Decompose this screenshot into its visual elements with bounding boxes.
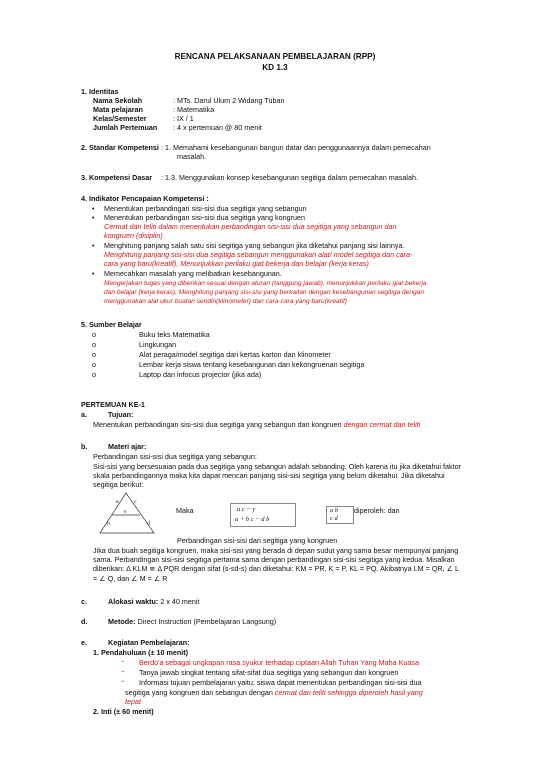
standar-kompetensi-text: : 1. Memahami kesebangunan bangun datar dan penggunaannya dalam pemecahan <box>161 143 431 152</box>
kongruen-text: sama. Perbandingan sisi-sisi segitiga pertama sama dengan perbandingan sisi-sisi segitiga yang kedua. Misalkan <box>93 555 455 564</box>
metode-label: Metode: <box>108 617 136 626</box>
indikator-note: Menghitung panjang sisi-sisi dua segitiga sebangun menggunakan alat/ model segitiga dan cara- <box>104 250 413 259</box>
kegiatan-label: Kegiatan Pembelajaran: <box>108 638 190 647</box>
indikator-item: Menghitung panjang salah satu sisi segitiga yang sebangun jika diketahui panjang sisi lainnya. <box>104 241 405 250</box>
square-bullet: ▪ <box>122 669 124 675</box>
indikator-note: Mengerjakan tugas yang diberikan sesuai dengan aturan (tanggung jawab), menunjukkan perilaku giat bekerja <box>104 280 427 287</box>
alokasi-value: 2 x 40 menit <box>158 597 200 606</box>
tujuan-text-main: Menentukan perbandingan sisi-sisi dua segitiga yang sebangun dan kongruen <box>93 420 344 429</box>
kegiatan-item: Informasi tujuan pembelajaran yaitu: siswa dapat menentukan perbandingan sisi-sisi dua <box>139 678 422 687</box>
list-marker: o <box>92 360 96 369</box>
materi-label: Materi ajar: <box>108 442 147 451</box>
equation-line: c d <box>330 515 338 522</box>
ratio-equation-box <box>230 503 296 527</box>
indikator-note: kongruen (disiplin) <box>104 231 163 240</box>
kongruen-text: Jika dua buah segitiga kongruen, maka sisi-sisi yang berada di depan sudut yang sama besar mempunyai panjang <box>93 546 459 555</box>
identitas-value: : MTs. Darul Ulum 2 Widang Tuban <box>173 96 285 105</box>
equation-line: a c − y <box>237 506 256 513</box>
sumber-item: Lembar kerja siswa tentang kesebangunan dan kekongruenan segitiga <box>139 360 365 369</box>
equation-line: a + b c − d b <box>235 516 270 523</box>
metode-line <box>108 617 276 626</box>
kegiatan-text-red: tepat <box>125 697 141 706</box>
diperoleh-text: diperoleh: dan <box>354 506 400 515</box>
kongruen-text: = ∠ Q, dan ∠ M = ∠ R <box>93 574 168 583</box>
bullet: • <box>92 213 95 222</box>
tujuan-text <box>93 420 420 429</box>
identitas-heading: 1. Identitas <box>81 87 119 96</box>
sumber-item: Lingkungan <box>139 340 177 349</box>
identitas-label: Kelas/Semester <box>93 114 147 123</box>
document-title: RENCANA PELAKSANAAN PEMBELAJARAN (RPP) <box>174 52 376 61</box>
list-marker: o <box>92 330 96 339</box>
materi-text: Sisi-sisi yang bersesuaian pada dua segitiga yang sebangun adalah sebanding. Oleh karena itu jika diketahui faktor <box>93 462 462 471</box>
kongruen-text: diberikan: Δ KLM ≅ Δ PQR dengan sifat (s-sd-s) dan diketahui: KM = PR, K = P, KL = PQ. Akibatnya LM = QR, ∠ L <box>93 564 460 573</box>
label-a: a <box>116 499 119 505</box>
item-marker: b. <box>81 442 88 451</box>
materi-text: segitiga berikut: <box>93 480 144 489</box>
materi-text: skala perbandingannya maka kita dapat mencari panjang sisi-sisi segitiga yang belum diketahui. Jika diketahui <box>93 471 445 480</box>
metode-value: Direct Instruction (Pembelajaran Langsung) <box>135 617 277 626</box>
identitas-value: : Matematika <box>173 105 215 114</box>
label-c: c <box>134 499 137 505</box>
indikator-item: Menentukan perbandingan sisi-sisi dua segitiga yang kongruen <box>104 213 305 222</box>
maka-text: Maka <box>176 506 194 515</box>
tujuan-text-red: dengan cermat dan teliti <box>343 420 421 429</box>
identitas-label: Mata pelajaran <box>93 105 143 114</box>
document-subtitle: KD 1.3 <box>262 63 288 72</box>
indikator-note: dan belajar (kerja keras), Menghitung panjang sisi-sisi yang berkaitan dengan kesebangunan segitiga dengan <box>104 289 425 296</box>
list-marker: o <box>92 340 96 349</box>
standar-kompetensi-heading: 2. Standar Kompetensi <box>81 143 159 152</box>
kegiatan-item: Tanya jawab singkat tentang sifat-sifat dua segitiga yang sebangun dan kongruen <box>139 668 399 677</box>
label-e: e <box>124 509 127 515</box>
bullet: • <box>92 269 95 278</box>
equation-line: a b <box>330 507 339 514</box>
standar-kompetensi-text: masalah. <box>177 152 207 161</box>
materi-text: Perbandingan sisi-sisi dua segitiga yang sebangun: <box>93 452 257 461</box>
identitas-value: : 4 x pertemuan @ 80 menit <box>173 123 262 132</box>
indikator-note: cara yang baru(kreatif), Menunjukkan perilaku giat bekerja dan belajar (kerja keras) <box>104 259 369 268</box>
sumber-item: Alat peraga/model segitiga dari kertas karton dan klinometer <box>139 350 331 359</box>
identitas-label: Nama Sekolah <box>93 96 143 105</box>
similar-triangles-figure <box>94 489 158 537</box>
bullet: • <box>92 241 95 250</box>
identitas-label: Jumlah Pertemuan <box>93 123 158 132</box>
square-bullet: ▪ <box>122 659 124 665</box>
item-marker: e. <box>81 638 87 647</box>
item-marker: d. <box>81 617 88 626</box>
label-d: d <box>147 521 150 527</box>
kegiatan-text: segitiga yang kongruen dan sebangun dengan <box>125 688 275 697</box>
square-bullet: ▪ <box>122 679 124 685</box>
indikator-item: Menentukan perbandingan sisi-sisi dua segitiga yang sebangun <box>104 204 307 213</box>
label-b: b <box>107 521 110 527</box>
kegiatan-item: Berdo'a sebagai ungkapan rasa syukur terhadap ciptaan Allah Tuhan Yang Maha Kuasa <box>139 658 420 667</box>
ratio-equation-box-small <box>326 506 354 524</box>
kegiatan-item-cont <box>125 688 423 697</box>
bullet: • <box>92 204 95 213</box>
kegiatan-text-red: cermat dan teliti sehingga diperoleh hasil yang <box>274 688 423 697</box>
pendahuluan-heading: 1. Pendahuluan (± 10 menit) <box>93 648 189 657</box>
indikator-note: menggunakan alat ukur buatan sendiri(klinometer) dan cara-cara yang baru(kreatif) <box>104 298 347 305</box>
kompetensi-dasar-text: : 1.3. Menggunakan konsep kesebangunan segitiga dalam pemecahan masalah. <box>161 173 418 182</box>
outer-triangle <box>100 493 154 533</box>
identitas-value: : IX / 1 <box>173 114 194 123</box>
list-marker: o <box>92 370 96 379</box>
item-marker: a. <box>81 410 87 419</box>
indikator-item: Memecahkan masalah yang melibatkan kesebangunan. <box>104 269 282 278</box>
tujuan-label: Tujuan: <box>108 410 134 419</box>
meeting-heading: PERTEMUAN KE-1 <box>81 400 145 409</box>
item-marker: c. <box>81 597 87 606</box>
list-marker: o <box>92 350 96 359</box>
sumber-item: Laptop dan infocus projector (jika ada) <box>139 370 262 379</box>
kompetensi-dasar-heading: 3. Kompetensi Dasar <box>81 173 153 182</box>
indikator-heading: 4. Indikator Pencapaian Kompetensi : <box>81 194 209 203</box>
sumber-item: Buku teks Matematika <box>139 330 210 339</box>
indikator-note: Cermat dan teliti dalam menentukan perbandingan sisi-sisi dua segitiga yang sebangun dan <box>104 222 397 231</box>
kongruen-caption: Perbandingan sisi-sisi dari segitiga yang kongruen <box>177 536 338 545</box>
inti-heading: 2. Inti (± 60 menit) <box>93 707 154 716</box>
alokasi-label: Alokasi waktu: <box>108 597 159 606</box>
sumber-belajar-heading: 5. Sumber Belajar <box>81 320 142 329</box>
alokasi-line <box>108 597 199 606</box>
